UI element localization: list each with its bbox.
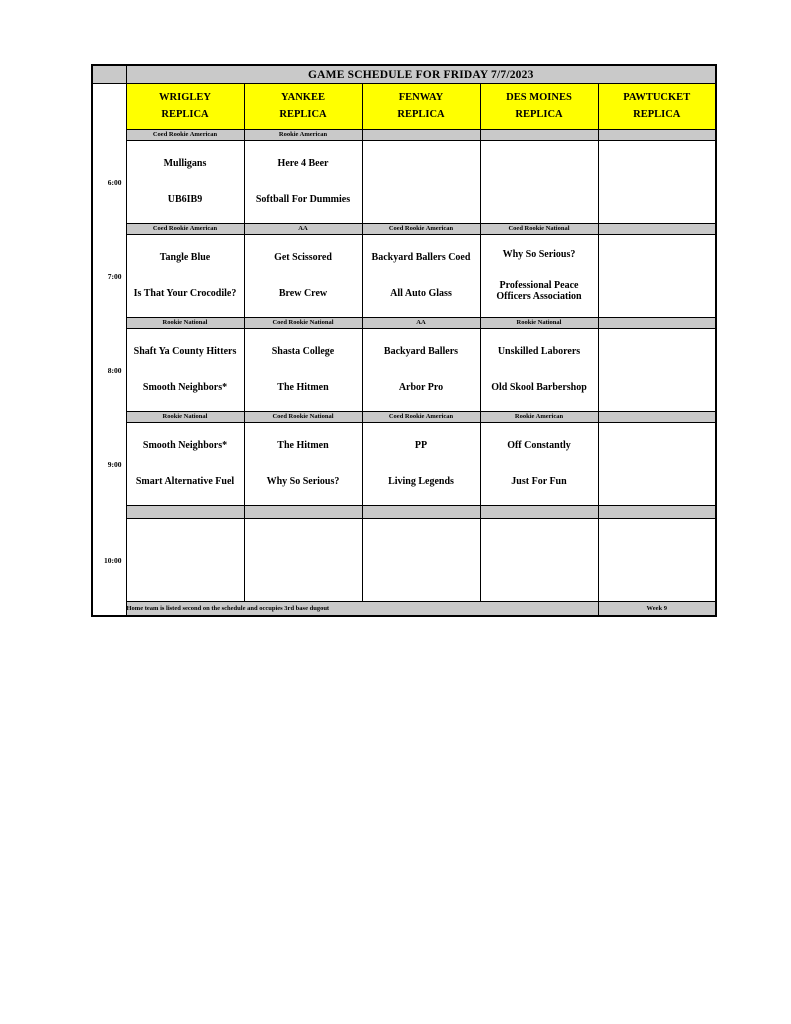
field-name: FENWAY (398, 92, 444, 104)
division-spacer (92, 130, 126, 141)
division-label: Coed Rookie National (480, 224, 598, 235)
field-suffix: REPLICA (161, 108, 209, 120)
division-label: Coed Rookie American (126, 224, 244, 235)
game-cell (598, 423, 716, 506)
division-label (598, 224, 716, 235)
division-label: Rookie National (126, 412, 244, 423)
division-label: AA (362, 318, 480, 329)
game-row (92, 519, 716, 602)
home-team: UB6IB9 (167, 194, 203, 206)
schedule-title-row (92, 65, 716, 84)
field-suffix: REPLICA (633, 108, 681, 120)
division-spacer (92, 506, 126, 519)
away-team: The Hitmen (277, 440, 329, 452)
time-label: 9:00 (107, 459, 122, 469)
game-cell (362, 519, 480, 602)
division-row (92, 224, 716, 235)
away-team: Off Constantly (507, 440, 571, 452)
division-row (92, 318, 716, 329)
week-label: Week 9 (598, 602, 716, 617)
game-cell (126, 423, 244, 506)
time-label: 7:00 (107, 271, 122, 281)
game-cell (480, 519, 598, 602)
game-row (92, 329, 716, 412)
division-label: Coed Rookie American (362, 412, 480, 423)
title-spacer (92, 65, 126, 84)
game-cell (598, 141, 716, 224)
game-cell (126, 519, 244, 602)
game-cell (480, 423, 598, 506)
game-cell (244, 329, 362, 412)
schedule-container (91, 64, 715, 617)
division-label (480, 506, 598, 519)
game-cell (598, 235, 716, 318)
game-cell (362, 141, 480, 224)
home-team: Just For Fun (511, 476, 567, 488)
game-cell (244, 423, 362, 506)
field-header-pawtucket (598, 84, 716, 130)
division-label (598, 412, 716, 423)
game-cell (244, 141, 362, 224)
footer-spacer (92, 602, 126, 617)
game-cell (598, 329, 716, 412)
home-team: Professional Peace Officers Association (496, 279, 582, 303)
home-team: Arbor Pro (398, 382, 444, 394)
division-label: Coed Rookie American (126, 130, 244, 141)
division-label: AA (244, 224, 362, 235)
home-team: Is That Your Crocodile? (133, 288, 237, 300)
division-label (598, 130, 716, 141)
home-team: The Hitmen (277, 382, 329, 394)
time-label: 6:00 (107, 177, 122, 187)
field-name: PAWTUCKET (623, 92, 691, 104)
division-spacer (92, 318, 126, 329)
away-team: Shaft Ya County Hitters (133, 346, 237, 358)
away-team: Tangle Blue (159, 252, 211, 264)
home-team: Softball For Dummies (255, 194, 351, 206)
division-spacer (92, 412, 126, 423)
division-label (480, 130, 598, 141)
away-team: Here 4 Beer (277, 158, 329, 170)
home-team: All Auto Glass (390, 288, 452, 300)
home-team: Old Skool Barbershop (491, 382, 587, 394)
schedule-footer-row (92, 602, 716, 617)
game-cell (244, 519, 362, 602)
away-team: PP (414, 440, 428, 452)
away-team: Smooth Neighbors* (142, 440, 228, 452)
field-name: WRIGLEY (159, 92, 211, 104)
field-header-spacer (92, 84, 126, 130)
away-team: Mulligans (163, 158, 207, 170)
division-spacer (92, 224, 126, 235)
division-label (126, 506, 244, 519)
away-team: Backyard Ballers (383, 346, 459, 358)
away-team: Why So Serious? (502, 249, 576, 261)
division-row (92, 130, 716, 141)
game-cell (126, 141, 244, 224)
game-cell (362, 423, 480, 506)
division-label: Rookie American (480, 412, 598, 423)
game-cell (480, 141, 598, 224)
division-label: Rookie American (244, 130, 362, 141)
game-cell (598, 519, 716, 602)
home-team: Why So Serious? (266, 476, 340, 488)
game-cell (362, 329, 480, 412)
game-row (92, 423, 716, 506)
division-label: Coed Rookie National (244, 412, 362, 423)
game-row (92, 141, 716, 224)
division-label: Coed Rookie National (244, 318, 362, 329)
home-team: Smart Alternative Fuel (135, 476, 235, 488)
away-team: Get Scissored (274, 252, 332, 264)
game-cell (126, 329, 244, 412)
division-row (92, 412, 716, 423)
game-cell (244, 235, 362, 318)
division-label: Rookie National (480, 318, 598, 329)
field-header-row (92, 84, 716, 130)
away-team: Shasta College (271, 346, 335, 358)
footer-note: Home team is listed second on the schedule and occupies 3rd base dugout (126, 602, 598, 617)
field-header-yankee (244, 84, 362, 130)
division-label (598, 506, 716, 519)
away-team: Unskilled Laborers (497, 346, 581, 358)
game-schedule-table (91, 64, 717, 617)
home-team: Living Legends (388, 476, 454, 488)
game-cell (480, 235, 598, 318)
field-suffix: REPLICA (397, 108, 445, 120)
field-name: DES MOINES (506, 92, 572, 104)
field-header-des-moines (480, 84, 598, 130)
time-label: 10:00 (104, 555, 122, 565)
home-team: Smooth Neighbors* (142, 382, 228, 394)
division-label: Coed Rookie American (362, 224, 480, 235)
division-label (244, 506, 362, 519)
division-label: Rookie National (126, 318, 244, 329)
home-team: Brew Crew (278, 288, 328, 300)
field-header-fenway (362, 84, 480, 130)
game-row (92, 235, 716, 318)
field-suffix: REPLICA (515, 108, 563, 120)
away-team: Backyard Ballers Coed (371, 252, 471, 264)
time-label: 8:00 (107, 365, 122, 375)
field-header-wrigley (126, 84, 244, 130)
game-cell (480, 329, 598, 412)
division-row (92, 506, 716, 519)
division-label (362, 130, 480, 141)
division-label (362, 506, 480, 519)
field-name: YANKEE (281, 92, 325, 104)
page-title: GAME SCHEDULE FOR FRIDAY 7/7/2023 (126, 65, 716, 84)
game-cell (362, 235, 480, 318)
field-suffix: REPLICA (279, 108, 327, 120)
division-label (598, 318, 716, 329)
game-cell (126, 235, 244, 318)
